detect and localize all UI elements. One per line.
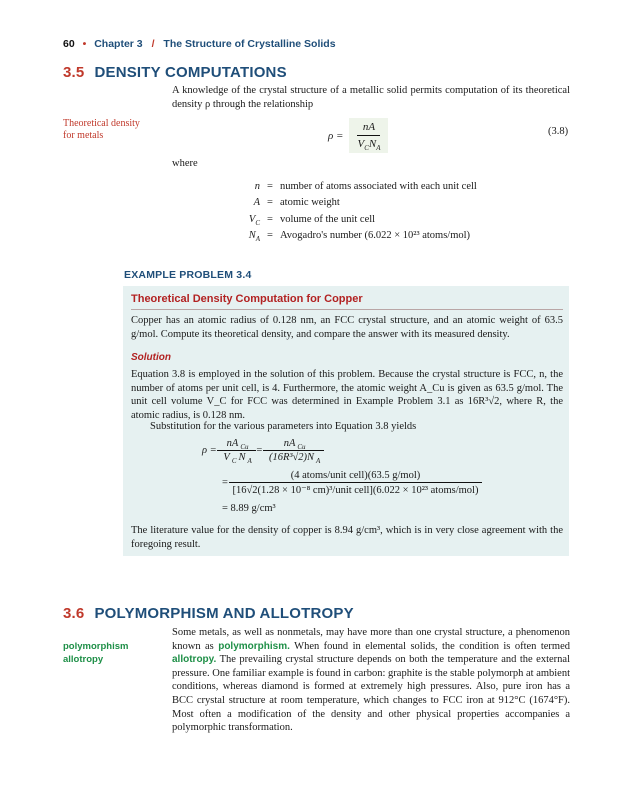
- section-heading-3-5: [63, 64, 287, 81]
- section-heading-3-6: [63, 605, 354, 622]
- chapter-label: Chapter 3: [94, 38, 143, 50]
- where-label: where: [172, 158, 198, 169]
- page-number: 60: [63, 38, 75, 50]
- slash-separator: /: [151, 38, 155, 50]
- section-number: 3.6: [63, 605, 85, 622]
- definition-text: volume of the unit cell: [280, 213, 376, 225]
- solution-text: [131, 368, 563, 422]
- equals-sign: =: [256, 444, 263, 456]
- definition-symbol: $N_A$: [248, 230, 260, 244]
- substitution-text: [150, 420, 563, 434]
- definition-text: number of atoms associated with each unit cell: [280, 180, 477, 192]
- bullet-separator: •: [82, 38, 87, 50]
- chapter-title: The Structure of Crystalline Solids: [163, 38, 336, 50]
- margin-note-theoretical-density: [63, 118, 163, 142]
- derivation-line-2: [222, 470, 480, 496]
- equation-number: (3.8): [548, 126, 569, 137]
- equation-fraction: [349, 118, 388, 153]
- margin-note-line: Theoretical density: [63, 118, 140, 129]
- equation-lhs: ρ =: [328, 129, 344, 142]
- intro-paragraph: A knowledge of the crystal structure of a metallic solid permits computation of its theoretical density ρ through the relationship: [172, 85, 570, 110]
- running-head: [63, 38, 336, 50]
- example-label: EXAMPLE PROBLEM 3.4: [124, 269, 252, 281]
- definition-text: atomic weight: [280, 197, 340, 209]
- numeric-numerator: (4 atoms/unit cell)(63.5 g/mol): [290, 470, 421, 481]
- example-statement: [131, 314, 563, 341]
- margin-term-polymorphism: polymorphism: [63, 641, 129, 652]
- symbol-definitions: [240, 178, 477, 244]
- margin-note-line: for metals: [63, 130, 104, 141]
- derivation-result: = 8.89 g/cm³: [222, 503, 276, 514]
- example-title: Theoretical Density Computation for Copper: [131, 293, 363, 305]
- paragraph: Some metals, as well as nonmetals, may have more than one crystal structure, a phenomenon known as polymorphism. When found in elemental solids, the condition is often termed allotropy. The prevailing crystal structure depends on both the temperature and the external pressure. One familiar example is found in carbon: graphite is the stable polymorph at ambient conditions, whereas diamond is formed at extremely high pressures. Also, pure iron has a BCC crystal structure at room temperature, which changes to FCC iron at 912°C (1674°F). Most often a modification of the density and other physical properties accompanies a polymorphic transformation.: [172, 627, 571, 734]
- definition-row: $V_C$ = volume of the unit cell: [240, 211, 477, 228]
- rho-lhs: ρ =: [202, 444, 217, 456]
- solution-heading: Solution: [131, 352, 171, 363]
- equals-sign: =: [222, 477, 228, 489]
- definition-symbol: n: [254, 180, 260, 192]
- numeric-denominator: [16√2(1.28 × 10⁻⁸ cm)³/unit cell](6.022 × 10²³ atoms/mol): [232, 485, 479, 496]
- solution-paragraph: Equation 3.8 is employed in the solution of this problem. Because the crystal structure is FCC, n, the number of atoms per unit cell, is 4. Furthermore, the atomic weight A_Cu is given as 63.5 g/mol. The unit cell volume V_C for FCC was determined in Example Problem 3.1 as 16R³√2, where R, the atomic radius, is 0.128 nm.: [131, 369, 563, 421]
- definition-row: A = atomic weight: [240, 195, 477, 212]
- equation-numerator: nA: [362, 121, 376, 133]
- derivation-line-1: [202, 438, 322, 466]
- definition-row: n = number of atoms associated with each unit cell: [240, 178, 477, 195]
- term-allotropy: allotropy.: [172, 654, 217, 666]
- definition-row: $N_A$ = Avogadro's number (6.022 × 10²³ atoms/mol): [240, 228, 477, 245]
- conclusion-paragraph: The literature value for the density of copper is 8.94 g/cm³, which is in very close agreement with the foregoing result.: [131, 525, 563, 550]
- section-title: POLYMORPHISM AND ALLOTROPY: [94, 605, 354, 622]
- section-intro: [172, 84, 570, 111]
- definition-symbol: $V_C$: [248, 213, 260, 227]
- equation-3-8: [328, 118, 388, 153]
- fraction-1: $\frac{nA _{Cu}}{V _C N _A}$: [219, 438, 253, 463]
- example-title-rule: [131, 309, 563, 310]
- statement-paragraph: Copper has an atomic radius of 0.128 nm, an FCC crystal structure, and an atomic weight of 63.5 g/mol. Compute its theoretical density, and compare the answer with its measured density.: [131, 315, 563, 340]
- example-conclusion: [131, 524, 563, 551]
- section-number: 3.5: [63, 64, 85, 81]
- substitution-paragraph: Substitution for the various parameters into Equation 3.8 yields: [150, 421, 417, 432]
- margin-term-allotropy: allotropy: [63, 654, 104, 665]
- definition-text: Avogadro's number (6.022 × 10²³ atoms/mol): [280, 230, 471, 242]
- section-title: DENSITY COMPUTATIONS: [94, 64, 287, 81]
- equation-denominator: $V_CN_A$: [357, 138, 381, 153]
- definition-symbol: A: [253, 197, 260, 209]
- polymorphism-paragraph: [172, 626, 570, 735]
- fraction-numeric: [231, 470, 481, 496]
- term-polymorphism: polymorphism.: [218, 640, 290, 652]
- fraction-bar: [357, 135, 380, 136]
- fraction-2: $\frac{nA _{Cu}}{(16R^3√2)N _A}$: [265, 438, 322, 463]
